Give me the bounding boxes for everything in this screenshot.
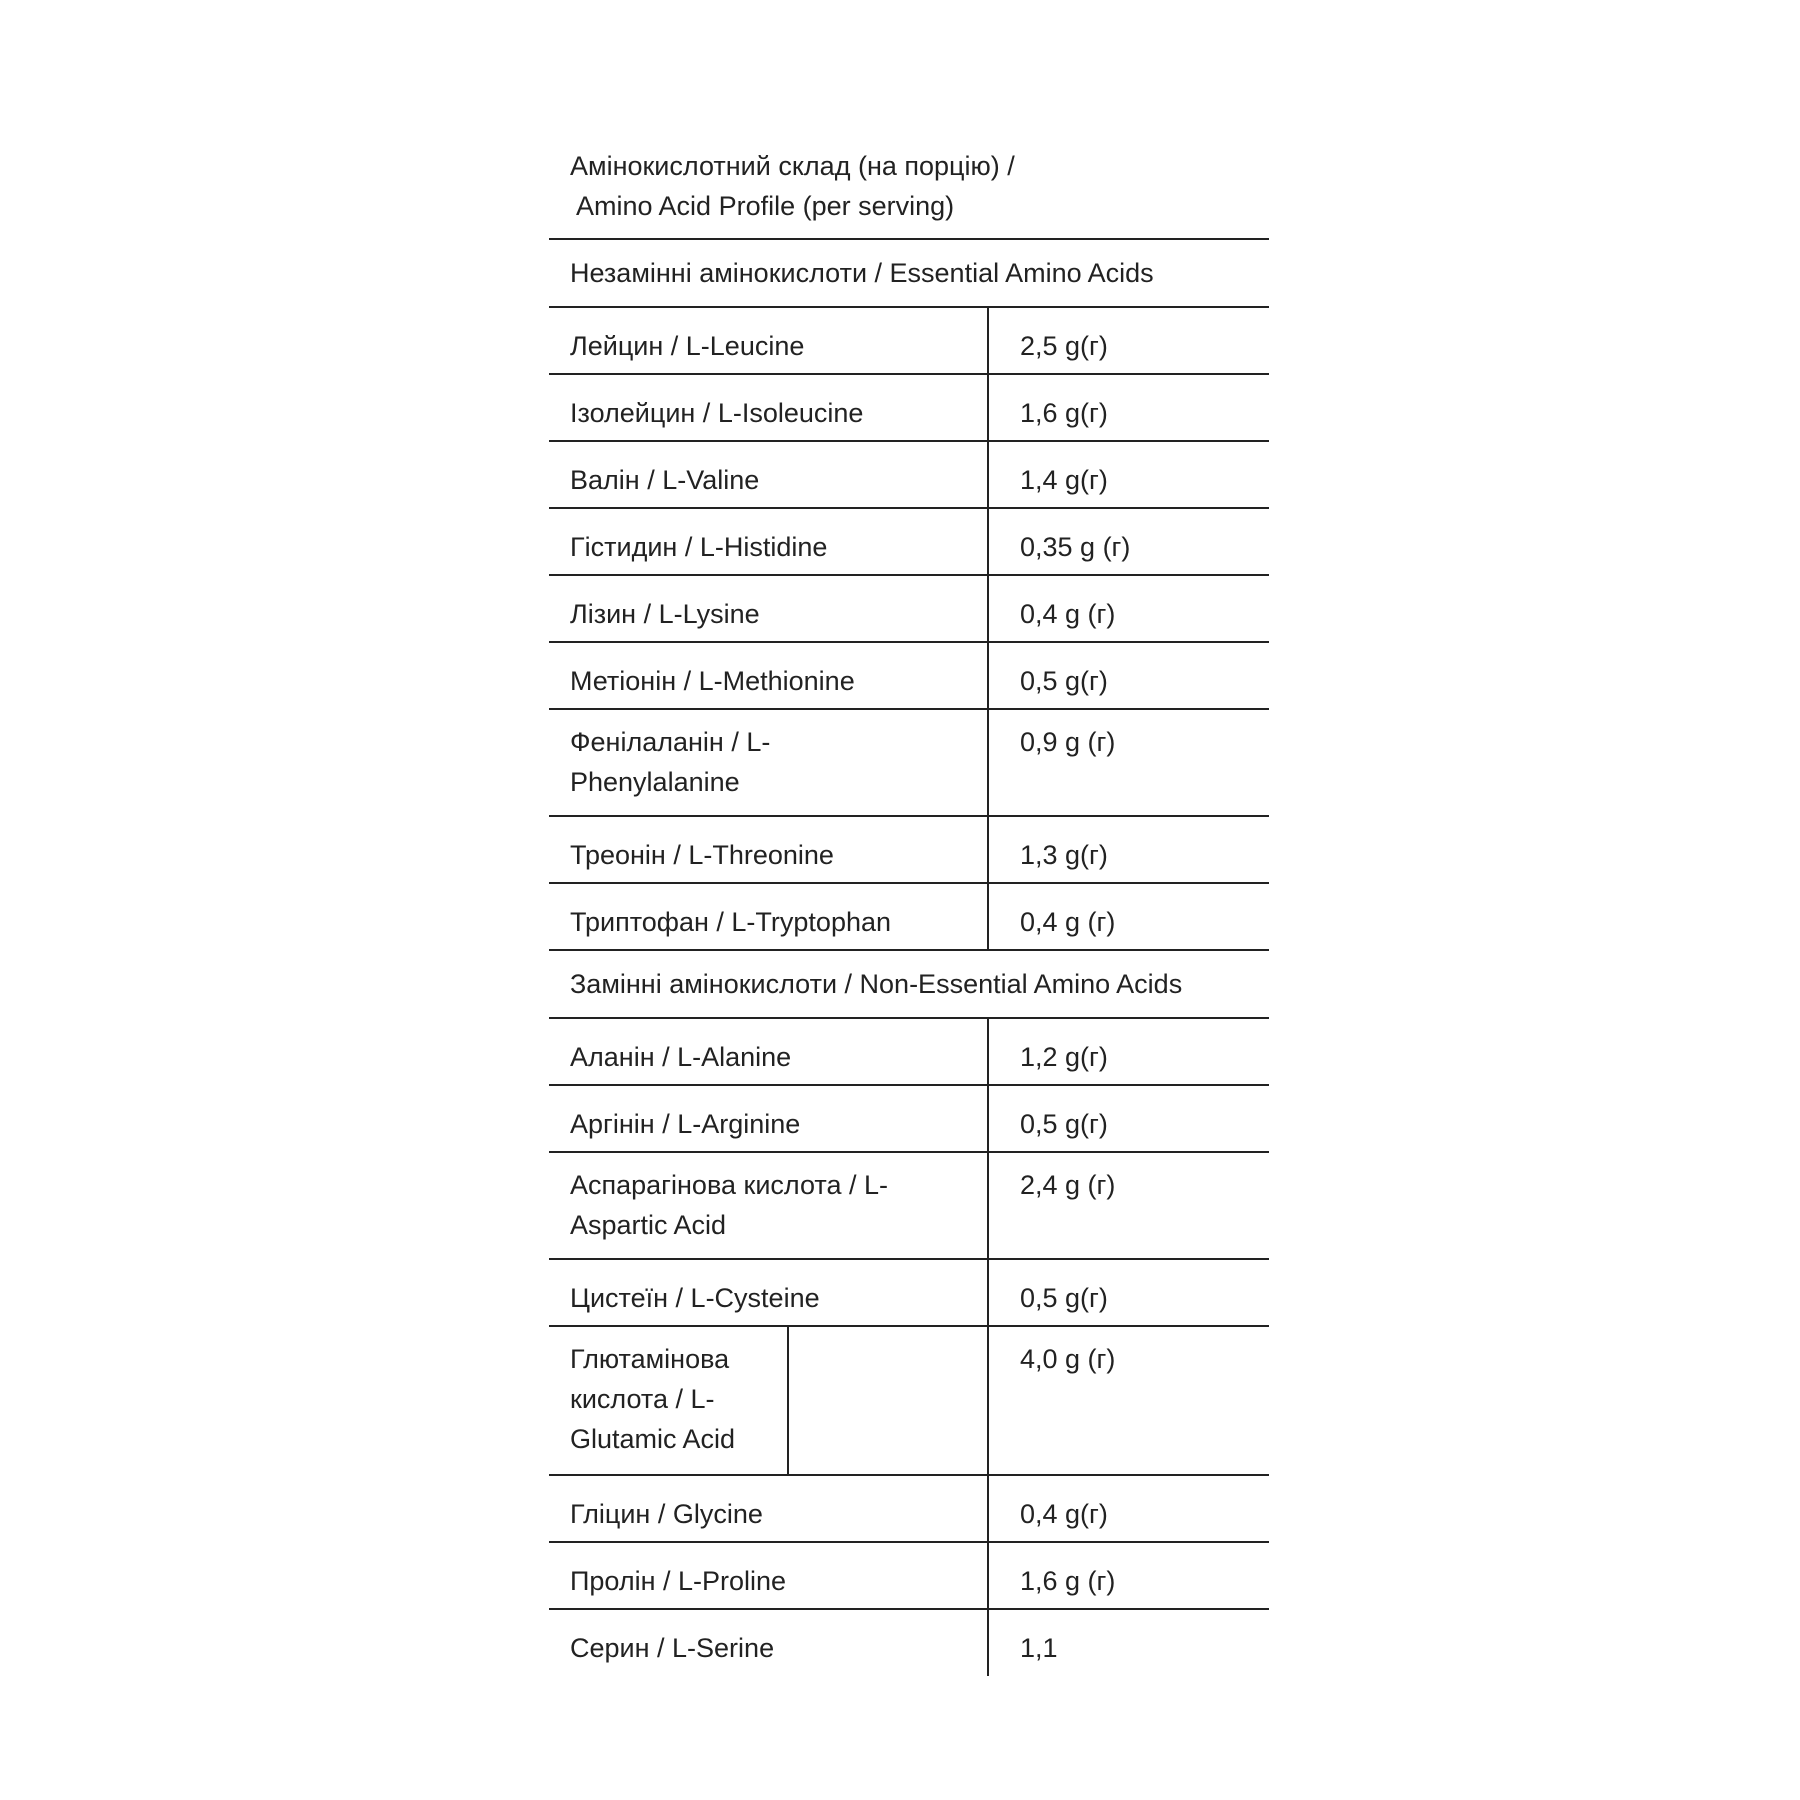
amino-name: Аланін / L-Alanine [549, 1019, 989, 1084]
table-row [549, 1474, 1269, 1541]
amino-value: 1,2 g(г) [1020, 1042, 1108, 1072]
table-row [549, 1084, 1269, 1151]
table-row [549, 1017, 1269, 1084]
amino-name-line-1: Аспарагінова кислота / L- [570, 1170, 888, 1200]
amino-name: Гістидин / L-Histidine [549, 509, 989, 574]
table-row [549, 1325, 1269, 1474]
table-row [549, 1608, 1269, 1676]
amino-name: Ізолейцин / L-Isoleucine [549, 375, 989, 440]
amino-name [549, 1153, 989, 1258]
table-row [549, 440, 1269, 507]
amino-value: 0,4 g (г) [1020, 907, 1116, 937]
table-row [549, 1151, 1269, 1258]
table-row [549, 306, 1269, 373]
amino-value: 1,6 g(г) [1020, 398, 1108, 428]
amino-value: 0,35 g (г) [1020, 532, 1131, 562]
amino-name-line-1: Фенілаланін / L- [570, 727, 771, 757]
amino-value: 0,4 g (г) [1020, 599, 1116, 629]
amino-name-line-2: Aspartic Acid [570, 1210, 727, 1240]
table-row [549, 641, 1269, 708]
amino-value: 2,5 g(г) [1020, 331, 1108, 361]
amino-name: Лізин / L-Lysine [549, 576, 989, 641]
amino-name: Валін / L-Valine [549, 442, 989, 507]
section-label: Незамінні амінокислоти / Essential Amino Acids [570, 258, 1154, 288]
amino-name: Метіонін / L-Methionine [549, 643, 989, 708]
amino-value: 0,4 g(г) [1020, 1499, 1108, 1529]
amino-name: Цистеїн / L-Cysteine [549, 1260, 989, 1325]
amino-value: 0,5 g(г) [1020, 1283, 1108, 1313]
amino-name: Аргінін / L-Arginine [549, 1086, 989, 1151]
section-label: Замінні амінокислоти / Non-Essential Amino Acids [570, 969, 1183, 999]
amino-name-line-3: Glutamic Acid [570, 1424, 736, 1454]
table-row [549, 373, 1269, 440]
amino-name: Пролін / L-Proline [549, 1543, 989, 1608]
amino-name [549, 1327, 989, 1474]
amino-name-line-1: Глютамінова [570, 1344, 730, 1374]
table-row [549, 1258, 1269, 1325]
table-row [549, 1541, 1269, 1608]
amino-value: 1,1 [1020, 1633, 1058, 1663]
non-essential-section-header [549, 949, 1269, 1017]
table-row [549, 815, 1269, 882]
amino-name: Треонін / L-Threonine [549, 817, 989, 882]
amino-value: 1,3 g(г) [1020, 840, 1108, 870]
amino-value: 0,5 g(г) [1020, 1109, 1108, 1139]
table-row [549, 708, 1269, 815]
amino-name [549, 710, 989, 815]
title-line-1: Амінокислотний склад (на порцію) / [570, 151, 1015, 181]
amino-name-line-2: кислота / L- [570, 1384, 715, 1414]
amino-acid-table [549, 146, 1269, 1676]
amino-value: 1,4 g(г) [1020, 465, 1108, 495]
table-row [549, 507, 1269, 574]
amino-name-line-2: Phenylalanine [570, 767, 740, 797]
amino-name: Триптофан / L-Tryptophan [549, 884, 989, 949]
essential-section-header [549, 238, 1269, 306]
table-title [549, 146, 1269, 238]
title-line-2: Amino Acid Profile (per serving) [576, 191, 955, 221]
amino-value: 1,6 g (г) [1020, 1566, 1116, 1596]
amino-value: 0,5 g(г) [1020, 666, 1108, 696]
amino-name-inner-cell [549, 1327, 789, 1474]
amino-value: 4,0 g (г) [1020, 1344, 1116, 1374]
amino-value: 0,9 g (г) [1020, 727, 1116, 757]
amino-name: Гліцин / Glycine [549, 1476, 989, 1541]
table-row [549, 882, 1269, 949]
amino-name: Серин / L-Serine [549, 1610, 989, 1676]
table-row [549, 574, 1269, 641]
amino-value: 2,4 g (г) [1020, 1170, 1116, 1200]
amino-name: Лейцин / L-Leucine [549, 308, 989, 373]
